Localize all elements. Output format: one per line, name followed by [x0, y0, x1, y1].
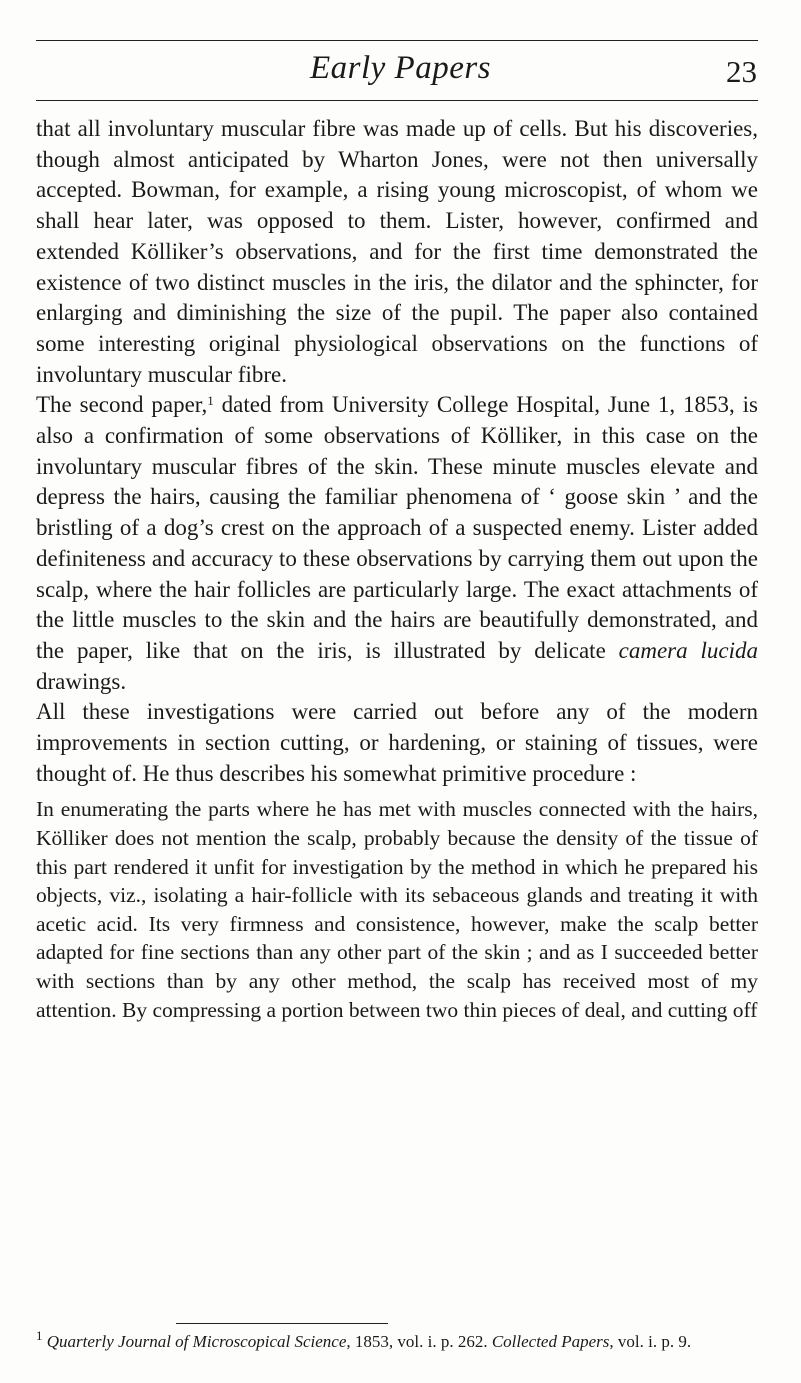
footnote-number: 1	[36, 1328, 43, 1343]
paragraph-2-start: The second paper,	[36, 392, 208, 418]
body-text	[36, 114, 758, 1024]
footnote	[36, 1328, 758, 1353]
paragraph-3: All these investigations were carried out before any of the modern improvements in section cutting, or hardening, or staining of tissues, were thought of. He thus describes his somewhat primitive procedure :	[36, 699, 758, 786]
footnote-journal: Quarterly Journal of Microscopical Science,	[46, 1332, 351, 1351]
paragraph-2-body: dated from University College Hospital, June 1, 1853, is also a confirmation of some observations of Kölliker, in this case on the involuntary muscular fibres of the skin. These minute muscles elevate and depress the hairs, causing the familiar phenomena of ‘ goose skin ’ and the bristling of a dog’s crest on the approach of a suspected enemy. Lister added definiteness and accuracy to these observations by carrying them out upon the scalp, where the hair follicles are particularly large. The exact attachments of the little muscles to the skin and the hairs are beautifully demonstrated, and the paper, like that on the iris, is illustrated by delicate	[36, 392, 758, 663]
footnote-collected: Collected Papers,	[491, 1332, 614, 1351]
block-quote: In enumerating the parts where he has met with muscles connected with the hairs, Kölliker does not mention the scalp, probably because the density of the tissue of this part rendered it unfit for investigation by the method in which he prepared his objects, viz., isolating a hair-follicle with its sebaceous glands and treating it with acetic acid. Its very firmness and consistence, however, make the scalp better adapted for fine sections than any other part of the skin ; and as I succeeded better with sections than by any other method, the scalp has received most of my attention. By compressing a portion between two thin pieces of deal, and cutting off	[36, 797, 758, 1022]
footnote-ref: 1853, vol. i. p. 262.	[350, 1332, 492, 1351]
paragraph-2	[36, 390, 758, 697]
page-number: 23	[726, 54, 757, 89]
paragraph-2-italic: camera lucida	[618, 637, 758, 663]
running-title: Early Papers	[309, 50, 492, 86]
footnote-marker: 1	[207, 393, 214, 409]
paragraph-2-end: drawings.	[36, 668, 127, 694]
book-page	[36, 0, 765, 1383]
header-rule-bottom	[36, 100, 758, 101]
footnote-ref-2: vol. i. p. 9.	[613, 1332, 692, 1351]
footnote-rule	[176, 1323, 388, 1324]
running-head	[36, 40, 765, 104]
paragraph-1: that all involuntary muscular fibre was made up of cells. But his discoveries, though almost anticipated by Wharton Jones, were not then universally accepted. Bowman, for example, a rising young microscopist, of whom we shall hear later, was opposed to them. Lister, however, confirmed and extended Kölliker’s observations, and for the first time demonstrated the existence of two distinct muscles in the iris, the dilator and the sphincter, for enlarging and diminishing the size of the pupil. The paper also contained some interesting original physiological observations on the functions of involuntary muscular fibre.	[36, 116, 758, 387]
header-rule-top	[36, 40, 758, 41]
